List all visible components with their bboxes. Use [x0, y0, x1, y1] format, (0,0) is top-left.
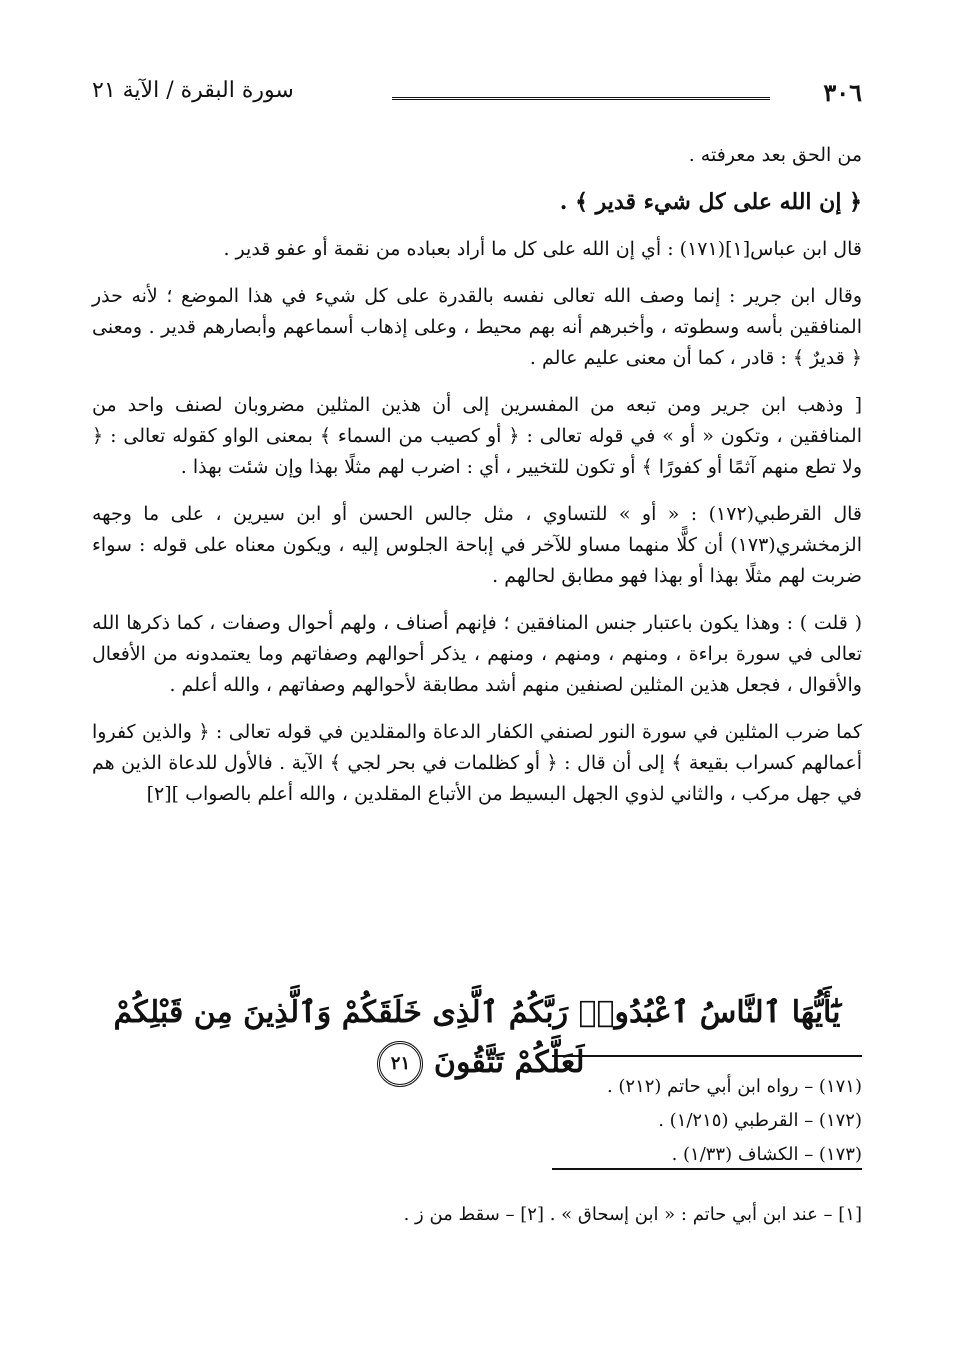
paragraph-qult: ( قلت ) : وهذا يكون باعتبار جنس المنافقين ؛ فإنهم أصناف ، ولهم أحوال وصفات ، كما ذكرها الله تعالى في سورة براءة ، ومنهم ، ومنهم ، ومنهم ، يذكر أحوالهم وصفاتهم وما يعتمدونه من الأفعال والأقوال ، فجعل هذين المثلين لصنفين منهم أشد مطابقة لأحوالهم وصفاتهم ، والله أعلم . [92, 612, 862, 696]
quran-verse-text: يَٰٓأَيُّهَا ٱلنَّاسُ ٱعْبُدُوا۟ رَبَّكُمُ ٱلَّذِى خَلَقَكُمْ وَٱلَّذِينَ مِن قَبْلِكُمْ لَعَلَّكُمْ تَتَّقُونَ [113, 995, 841, 1080]
paragraph-ibn-jarir: وقال ابن جرير : إنما وصف الله تعالى نفسه بالقدرة على كل شيء في هذا الموضع ؛ لأنه حذر المنافقين بأسه وسطوته ، وأخبرهم أنه بهم محيط ، وعلى إذهاب أسماعهم وأبصارهم قدير . ومعنى ﴿ قديرٌ ﴾ : قادر ، كما أن معنى عليم عالم . [92, 285, 862, 369]
header-rule [392, 97, 770, 103]
footnote-173: (١٧٣) – الكشاف (١/٣٣) . [671, 1144, 862, 1165]
paragraph-surah-nur: كما ضرب المثلين في سورة النور لصنفي الكفار الدعاة والمقلدين في قوله تعالى : ﴿ والذين كفروا أعمالهم كسراب بقيعة ﴾ إلى أن قال : ﴿ أو كظلمات في بحر لجي ﴾ الآية . فالأول للدعاة الذين هم في جهل مركب ، والثاني لذوي الجهل البسيط من الأتباع المقلدين ، والله أعلم بالصواب ][٢] [92, 721, 862, 805]
paragraph-qurtubi: قال القرطبي(١٧٢) : « أو » للتساوي ، مثل جالس الحسن أو ابن سيرين ، على ما وجهه الزمخشري(١٧٣) أن كلًّا منهما مساو للآخر في إباحة الجلوس إليه ، ويكون معناه على قوله : سواء ضربت لهم مثلًا بهذا أو بهذا فهو مطابق لحالهم . [92, 503, 862, 587]
footnote-divider [552, 1055, 862, 1057]
footnote-171: (١٧١) – رواه ابن أبي حاتم (٢١٢) . [606, 1076, 862, 1097]
footnotes [92, 1070, 862, 1172]
footnote-172: (١٧٢) – القرطبي (١/٢١٥) . [658, 1110, 862, 1131]
page-number: ٣٠٦ [823, 78, 862, 107]
notes-divider [552, 1168, 862, 1170]
editorial-notes: [١] – عند ابن أبي حاتم : « ابن إسحاق » . [٢] – سقط من ز . [403, 1204, 862, 1225]
paragraph-two-parables: [ وذهب ابن جرير ومن تبعه من المفسرين إلى أن هذين المثلين مضروبان لصنف واحد من المنافقين ، وتكون « أو » في قوله تعالى : ﴿ أو كصيب من السماء ﴾ بمعنى الواو كقوله تعالى : ﴿ ولا تطع منهم آثمًا أو كفورًا ﴾ أو تكون للتخيير ، أي : اضرب لهم مثلًا بهذا وإن شئت بهذا . [92, 394, 862, 478]
paragraph-1: من الحق بعد معرفته . [688, 144, 862, 166]
header-title: سورة البقرة / الآية ٢١ [92, 78, 294, 103]
ayah-number-marker: ٢١ [377, 1041, 423, 1087]
page-header [92, 78, 862, 118]
body-text [92, 140, 862, 826]
paragraph-ibn-abbas: قال ابن عباس[١](١٧١) : أي إن الله على كل ما أراد بعباده من نقمة أو عفو قدير . [223, 238, 862, 260]
verse-quote: ﴿ إن الله على كل شيء قدير ﴾ . [559, 189, 862, 215]
